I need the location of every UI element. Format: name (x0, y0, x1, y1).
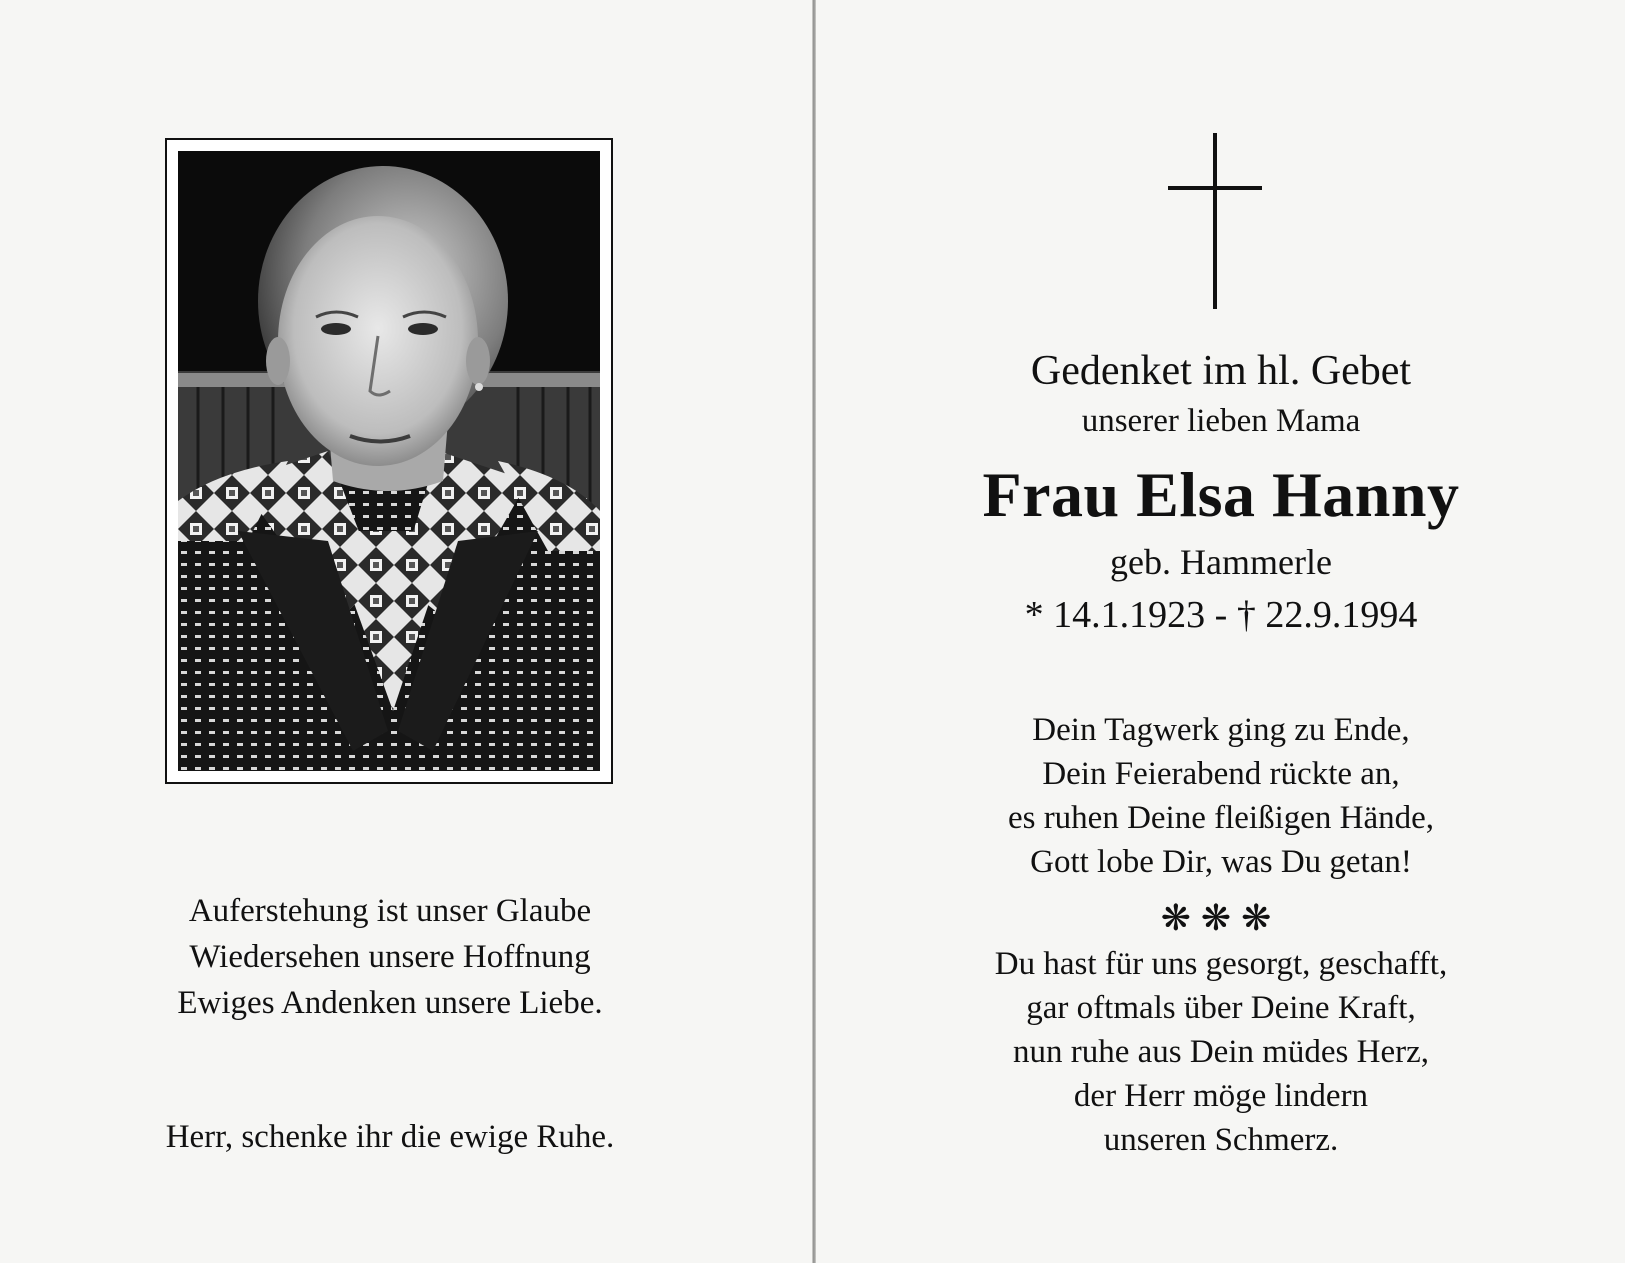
life-dates: * 14.1.1923 - † 22.9.1994 (1024, 594, 1418, 636)
deceased-name: Frau Elsa Hanny (982, 459, 1460, 530)
birth-name: geb. Hammerle (1110, 542, 1332, 582)
portrait-photo (178, 151, 600, 771)
poem-line: Gott lobe Dir, was Du getan! (1030, 844, 1412, 880)
poem-stanza-2 (916, 942, 1526, 1162)
poem-line: Dein Tagwerk ging zu Ende, (1032, 712, 1410, 748)
memorial-subheading: unserer lieben Mama (1081, 403, 1361, 439)
memorial-heading: Gedenket im hl. Gebet (1030, 348, 1412, 394)
poem-line: gar oftmals über Deine Kraft, (1026, 990, 1416, 1026)
poem-line: nun ruhe aus Dein müdes Herz, (1012, 1034, 1430, 1070)
motto-line: Auferstehung ist unser Glaube (188, 893, 592, 929)
prayer: Herr, schenke ihr die ewige Ruhe. (165, 1119, 615, 1155)
poem-line: es ruhen Deine fleißigen Hände, (1007, 800, 1435, 836)
poem-line: Dein Feierabend rückte an, (1042, 756, 1400, 792)
cross-icon (1168, 133, 1262, 309)
poem-stanza-1 (916, 708, 1526, 884)
left-page (0, 0, 812, 1263)
motto (0, 888, 780, 1026)
portrait-illustration (178, 151, 600, 771)
photo-frame (165, 138, 613, 784)
motto-line: Ewiges Andenken unsere Liebe. (177, 985, 603, 1021)
poem-line: der Herr möge lindern (1073, 1078, 1369, 1114)
poem-line: unseren Schmerz. (1103, 1122, 1339, 1158)
motto-line: Wiedersehen unsere Hoffnung (189, 939, 591, 975)
star-separator: ❋❋❋ (1160, 898, 1282, 938)
poem-line: Du hast für uns gesorgt, geschafft, (994, 946, 1448, 982)
